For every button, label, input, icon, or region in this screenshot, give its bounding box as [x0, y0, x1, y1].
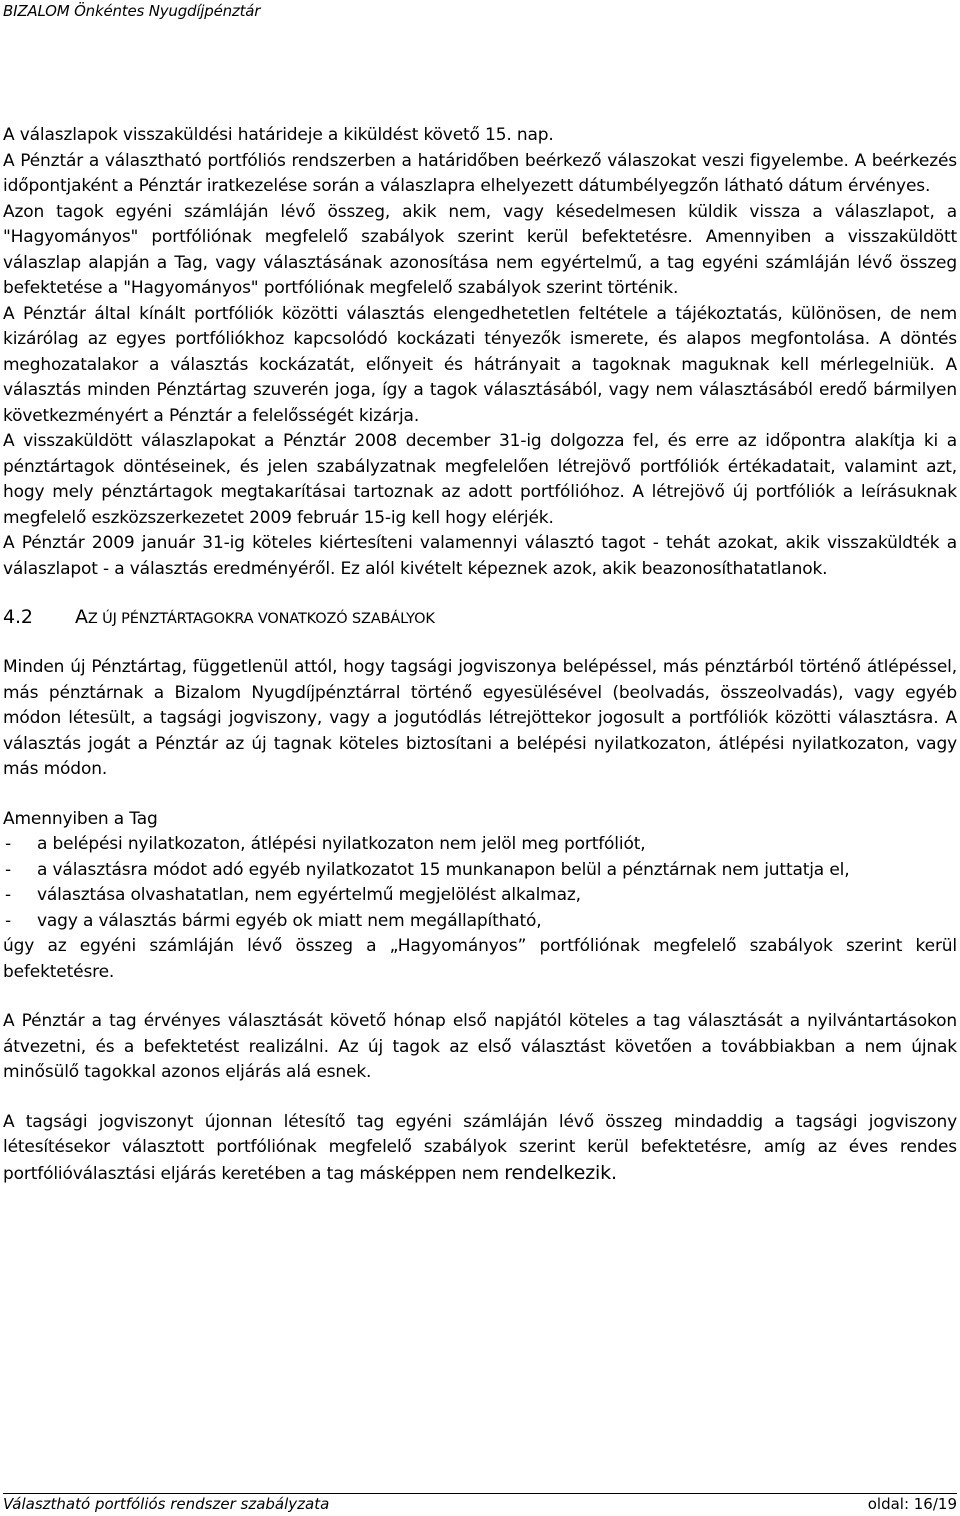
paragraph-new-membership-text: A tagsági jogviszonyt újonnan létesítő tag egyéni számláján lévő összeg mindaddig a tagsági jogviszony létesítésekor választott portfóliónak megfelelő szabályok szerint kerül befektetésre, amíg az éves rendes portfólióválasztási eljárás keretében a tag másképpen nem	[3, 1111, 957, 1184]
paragraph-new-membership-end: rendelkezik.	[504, 1161, 617, 1184]
document-body	[3, 123, 957, 1187]
paragraph-deadline: A válaszlapok visszaküldési határideje a kiküldést követő 15. nap.	[3, 125, 554, 145]
list-item-text: vagy a választás bármi egyéb ok miatt nem megállapítható,	[37, 910, 542, 931]
list-item	[3, 883, 957, 909]
list-dash: -	[5, 910, 11, 931]
paragraph-new-members: Minden új Pénztártag, függetlenül attól, hogy tagsági jogviszonya belépéssel, más pénztárból történő átlépéssel, más pénztárnak a Bizalom Nyugdíjpénztárral történő egyesülésével (beolvadás, összeolvadás), vagy egyéb módon létesült, a tagsági jogviszony, vagy a jogutódlás létrejöttekor jogosult a portfóliók közötti választásra. A választás jogát a Pénztár az új tagnak köteles biztosítani a belépési nyilatkozaton, átlépési nyilatkozaton, vagy más módon.	[3, 657, 957, 779]
list-item-text: a választásra módot adó egyéb nyilatkozatot 15 munkanapon belül a pénztárnak nem juttatja el,	[37, 859, 850, 880]
section-title-initial: A	[75, 606, 88, 628]
paragraph-processing: A visszaküldött válaszlapokat a Pénztár 2008 december 31-ig dolgozza fel, és erre az időpontra alakítja ki a pénztártagok döntéseinek, és jelen szabályzatnak megfelelően létrejövő portfóliók értékadatait, valamint azt, hogy mely pénztártagok megtakarításai tartoznak az adott portfólióhoz. A létrejövő új portfóliók a leírásuknak megfelelő eszközszerkezetet 2009 február 15-ig kell hogy elérjék.	[3, 431, 957, 528]
section-title: Z ÚJ PÉNZTÁRTAGOKRA VONATKOZÓ SZABÁLYOK	[87, 611, 435, 627]
paragraph-notification: A Pénztár 2009 január 31-ig köteles kiértesíteni valamennyi választó tagot - tehát azokat, akik visszaküldték a válaszlapot - a választás eredményéről. Ez alól kivételt képeznek azok, akik beazonosíthatatlanok.	[3, 533, 957, 579]
list-item-text: a belépési nyilatkozaton, átlépési nyilatkozaton nem jelöl meg portfóliót,	[37, 834, 646, 854]
list-item	[3, 858, 957, 884]
list-item	[3, 909, 957, 935]
list-item	[3, 832, 957, 858]
footer-page-number: oldal: 16/19	[867, 1495, 957, 1513]
footer-divider	[3, 1493, 957, 1494]
conditions-list	[3, 832, 957, 934]
list-intro: Amennyiben a Tag	[3, 808, 158, 829]
list-dash: -	[5, 885, 11, 905]
paragraph-information: A Pénztár által kínált portfóliók közötti választás elengedhetetlen feltétele a tájékoztatás, különösen, de nem kizárólag az egyes portfóliókhoz kapcsolódó kockázati tényezők ismerete, és alapos megfontolása. A döntés meghozatalakor a választás kockázatát, előnyeit és hátrányait a tagoknak maguknak kell mérlegelniük. A választás minden Pénztártag szuverén joga, így a tagok választásából, vagy nem választásából eredő bármilyen következményért a Pénztár a felelősségét kizárja.	[3, 303, 957, 426]
paragraph-new-membership	[3, 1110, 957, 1188]
list-dash: -	[5, 859, 11, 880]
paragraph-receipt: A Pénztár a választható portfóliós rendszerben a határidőben beérkező válaszokat veszi figyelembe. A beérkezés időpontjaként a Pénztár iratkezelése során a válaszlapra elhelyezett dátumbélyegzőn látható dátum érvényes.	[3, 150, 957, 196]
list-item-text: választása olvashatatlan, nem egyértelmű megjelölést alkalmaz,	[37, 885, 581, 905]
section-heading	[3, 604, 957, 632]
list-outro: úgy az egyéni számláján lévő összeg a „Hagyományos” portfóliónak megfelelő szabályok szerint kerül befektetésre.	[3, 936, 957, 982]
document-header: BIZALOM Önkéntes Nyugdíjpénztár	[3, 2, 261, 20]
paragraph-late-members: Azon tagok egyéni számláján lévő összeg, akik nem, vagy késedelmesen küldik vissza a válaszlapot, a "Hagyományos" portfóliónak megfelelő szabályok szerint kerül befektetésre. Amennyiben a visszaküldött válaszlap alapján a Tag, vagy választásának azonosítása nem egyértelmű, a tag egyéni számláján lévő összeg befektetése a "Hagyományos" portfóliónak megfelelő szabályok szerint történik.	[3, 201, 957, 298]
paragraph-register: A Pénztár a tag érvényes választását követő hónap első napjától köteles a tag választását a nyilvántartásokon átvezetni, és a befektetést realizálni. Az új tagok az első választást követően a továbbiakban a nem újnak minősülő tagokkal azonos eljárás alá esnek.	[3, 1011, 957, 1082]
list-dash: -	[5, 834, 11, 854]
section-number: 4.2	[3, 606, 33, 628]
footer-document-title: Választható portfóliós rendszer szabályzata	[3, 1495, 330, 1513]
